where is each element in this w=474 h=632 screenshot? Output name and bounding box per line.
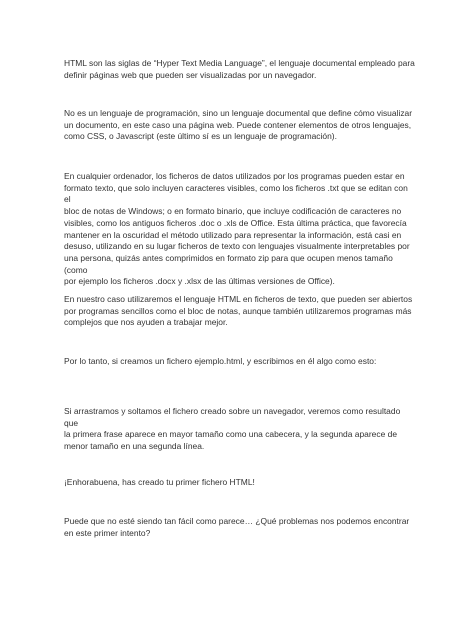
paragraph-drag-browser: Si arrastramos y soltamos el fichero creado sobre un navegador, veremos como resultado que la primera frase aparece en mayor tamaño como una cabecera, y la segunda aparece de menor tamaño en una segunda línea.	[64, 406, 401, 452]
paragraph-congratulations: ¡Enhorabuena, has creado tu primer fichero HTML!	[64, 477, 255, 487]
paragraph-file-formats: En cualquier ordenador, los ficheros de datos utilizados por los programas pueden estar en formato texto, que solo incluyen caracteres visibles, como los ficheros .txt que se editan con el bloc de notas de Windows; o en formato binario, que incluye codificación de caracteres no visibles, como los antiguos ficheros .doc o .xls de Office. Esta última práctica, que favorecía mantener en la oscuridad el método utilizado para representar la información, está casi en desuso, utilizando en su lugar ficheros de texto con lenguajes visualmente interpretables por una persona, quizás antes comprimidos en formato zip para que ocupen menos tamaño (como por ejemplo los ficheros .docx y .xlsx de las últimas versiones de Office).	[64, 171, 410, 287]
paragraph-html-definition: HTML son las siglas de “Hyper Text Media Language”, el lenguaje documental empleado para definir páginas web que pueden ser visualizadas por un navegador.	[64, 58, 415, 80]
paragraph-not-programming-language: No es un lenguaje de programación, sino un lenguaje documental que define cómo visualizar un documento, en este caso una página web. Puede contener elementos de otros lenguajes, como CSS, o Javascript (este último sí es un lenguaje de programación).	[64, 108, 413, 142]
paragraph-example-file: Por lo tanto, si creamos un fichero ejemplo.html, y escribimos en él algo como esto:	[64, 356, 377, 366]
paragraph-problems-question: Puede que no esté siendo tan fácil como parece… ¿Qué problemas nos podemos encontrar en este primer intento?	[64, 516, 410, 538]
paragraph-text-files: En nuestro caso utilizaremos el lenguaje HTML en ficheros de texto, que pueden ser abiertos por programas sencillos como el bloc de notas, aunque también utilizaremos programas más complejos que nos ayuden a trabajar mejor.	[64, 294, 413, 328]
